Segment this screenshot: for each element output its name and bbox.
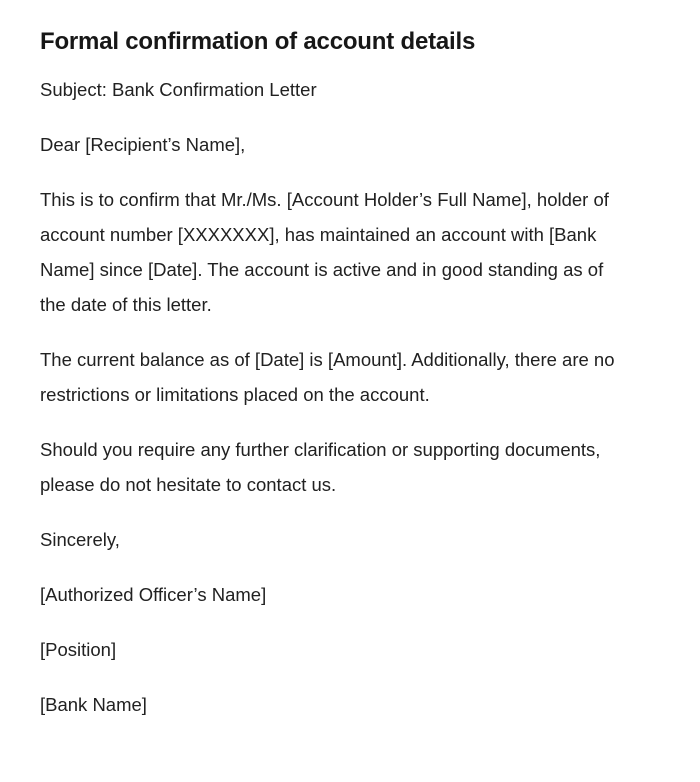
signature-position: [Position] — [40, 639, 117, 660]
subject-line: Subject: Bank Confirmation Letter — [40, 79, 317, 100]
body-paragraph-1: This is to confirm that Mr./Ms. [Account Holder’s Full Name], holder of account number [XXXXXXX], has maintained an account with [Bank Name] since [Date]. The account is active and in good standing as of the date of this letter. — [40, 189, 609, 315]
page-title: Formal confirmation of account details — [40, 28, 476, 55]
closing: Sincerely, — [40, 529, 120, 550]
body-paragraph-3: Should you require any further clarification or supporting documents, please do not hesitate to contact us. — [40, 439, 601, 495]
body-paragraph-2: The current balance as of [Date] is [Amount]. Additionally, there are no restrictions or limitations placed on the account. — [40, 349, 615, 405]
salutation: Dear [Recipient’s Name], — [40, 134, 246, 155]
signature-bank: [Bank Name] — [40, 694, 147, 715]
signature-name: [Authorized Officer’s Name] — [40, 584, 267, 605]
